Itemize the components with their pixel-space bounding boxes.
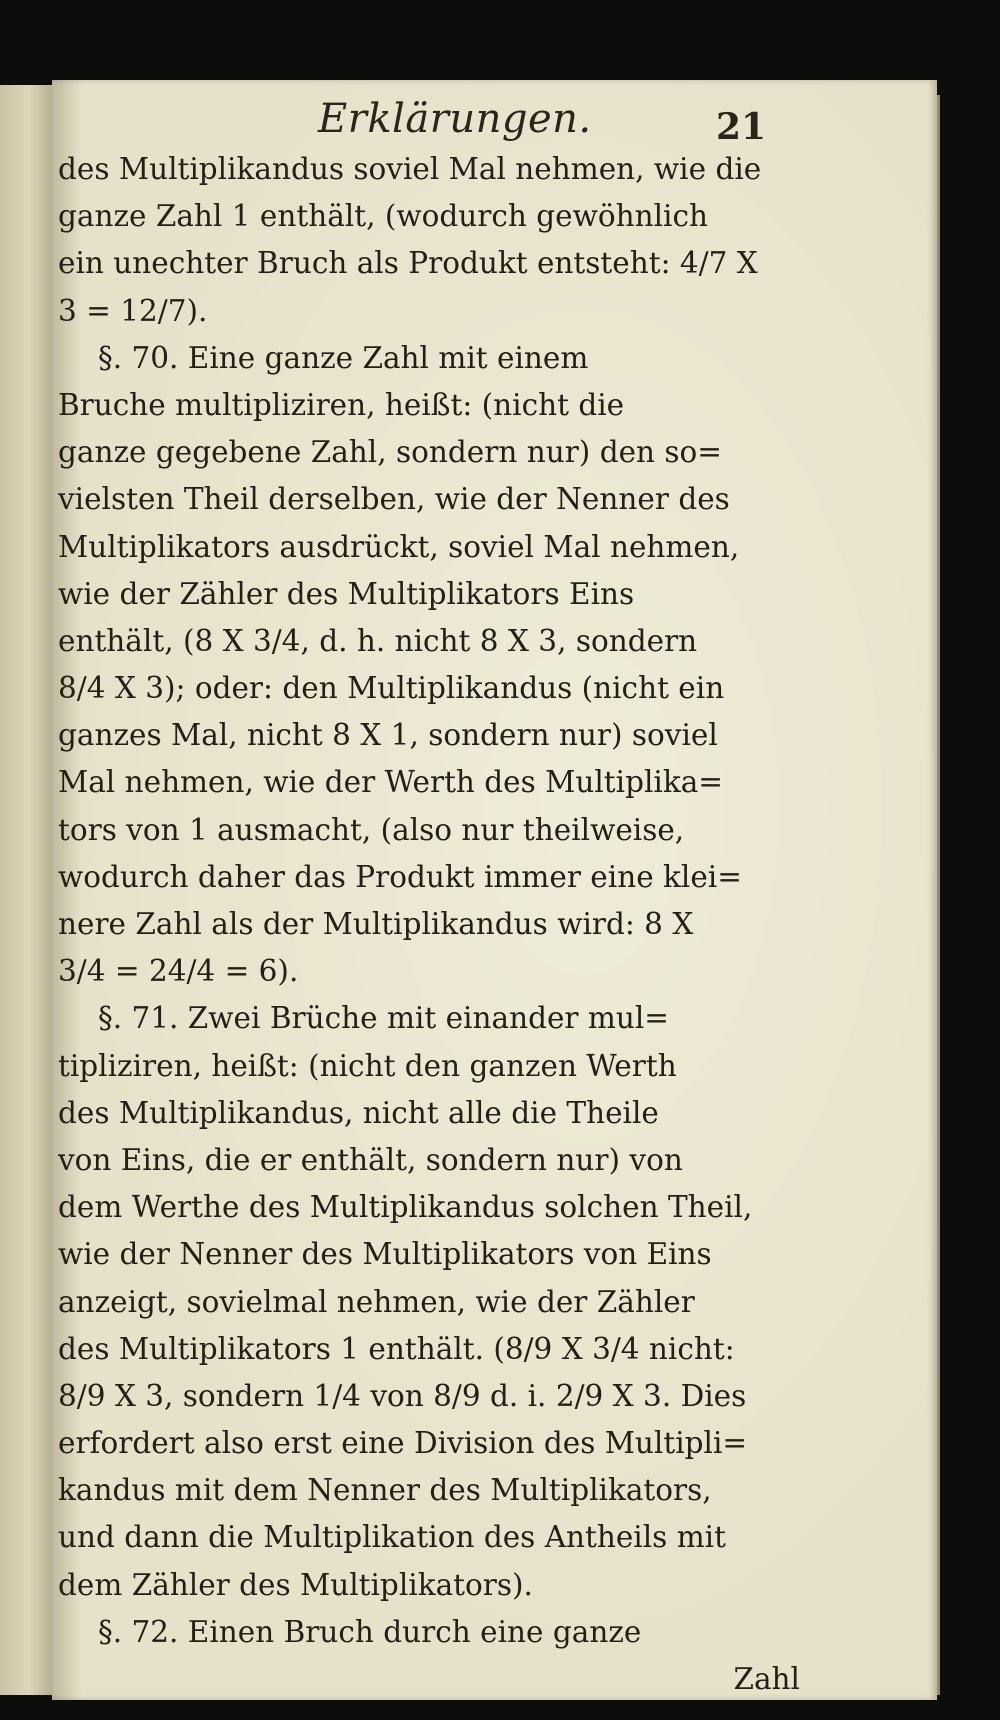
text-line: von Eins, die er enthält, sondern nur) von [58, 1142, 683, 1177]
text-line: anzeigt, sovielmal nehmen, wie der Zähler [58, 1284, 695, 1319]
section-72-heading-line: §. 72. Einen Bruch durch eine ganze [98, 1614, 642, 1649]
text-line: ganze gegebene Zahl, sondern nur) den so= [58, 435, 723, 470]
text-line: erfordert also erst eine Division des Multipli= [58, 1426, 748, 1461]
text-line: Multiplikators ausdrückt, soviel Mal nehmen, [58, 529, 740, 564]
left-page-edge [0, 85, 52, 1695]
text-line: dem Zähler des Multiplikators). [58, 1567, 533, 1602]
text-line: des Multiplikandus soviel Mal nehmen, wie die [58, 152, 762, 186]
running-title: Erklärungen. [318, 96, 592, 142]
page-number: 21 [716, 106, 767, 148]
text-line: des Multiplikandus, nicht alle die Theile [58, 1095, 659, 1130]
text-line: Mal nehmen, wie der Werth des Multiplika= [58, 765, 724, 800]
text-line: nere Zahl als der Multiplikandus wird: 8 X [58, 907, 694, 941]
body-text [58, 146, 818, 1703]
text-line: ganzes Mal, nicht 8 X 1, sondern nur) soviel [58, 718, 718, 753]
text-line: wie der Zähler des Multiplikators Eins [58, 576, 635, 611]
section-70-heading-line: §. 70. Eine ganze Zahl mit einem [98, 340, 589, 375]
text-line: vielsten Theil derselben, wie der Nenner des [58, 482, 730, 517]
catchword: Zahl [733, 1662, 800, 1696]
text-line: tors von 1 ausmacht, (also nur theilweise, [58, 812, 685, 847]
text-line: des Multiplikators 1 enthält. (8/9 X 3/4 nicht: [58, 1331, 735, 1366]
section-71-heading-line: §. 71. Zwei Brüche mit einander mul= [98, 1001, 670, 1036]
text-line: ein unechter Bruch als Produkt entsteht: 4/7 X [58, 246, 758, 281]
text-line: enthält, (8 X 3/4, d. h. nicht 8 X 3, sondern [58, 623, 698, 658]
text-line: kandus mit dem Nenner des Multiplikators, [58, 1473, 712, 1508]
text-line: wodurch daher das Produkt immer eine klei= [58, 859, 742, 894]
text-line: und dann die Multiplikation des Antheils mit [58, 1520, 726, 1555]
text-line: Bruche multipliziren, heißt: (nicht die [58, 387, 625, 422]
text-line: wie der Nenner des Multiplikators von Eins [58, 1237, 712, 1272]
text-line: 3/4 = 24/4 = 6). [58, 954, 299, 989]
text-line: dem Werthe des Multiplikandus solchen Theil, [58, 1190, 753, 1225]
text-line: tipliziren, heißt: (nicht den ganzen Werth [58, 1048, 677, 1083]
text-line: 8/9 X 3, sondern 1/4 von 8/9 d. i. 2/9 X 3. Dies [58, 1378, 747, 1413]
text-line: 8/4 X 3); oder: den Multiplikandus (nicht ein [58, 671, 725, 706]
text-line: 3 = 12/7). [58, 293, 208, 328]
text-line: ganze Zahl 1 enthält, (wodurch gewöhnlich [58, 199, 708, 234]
